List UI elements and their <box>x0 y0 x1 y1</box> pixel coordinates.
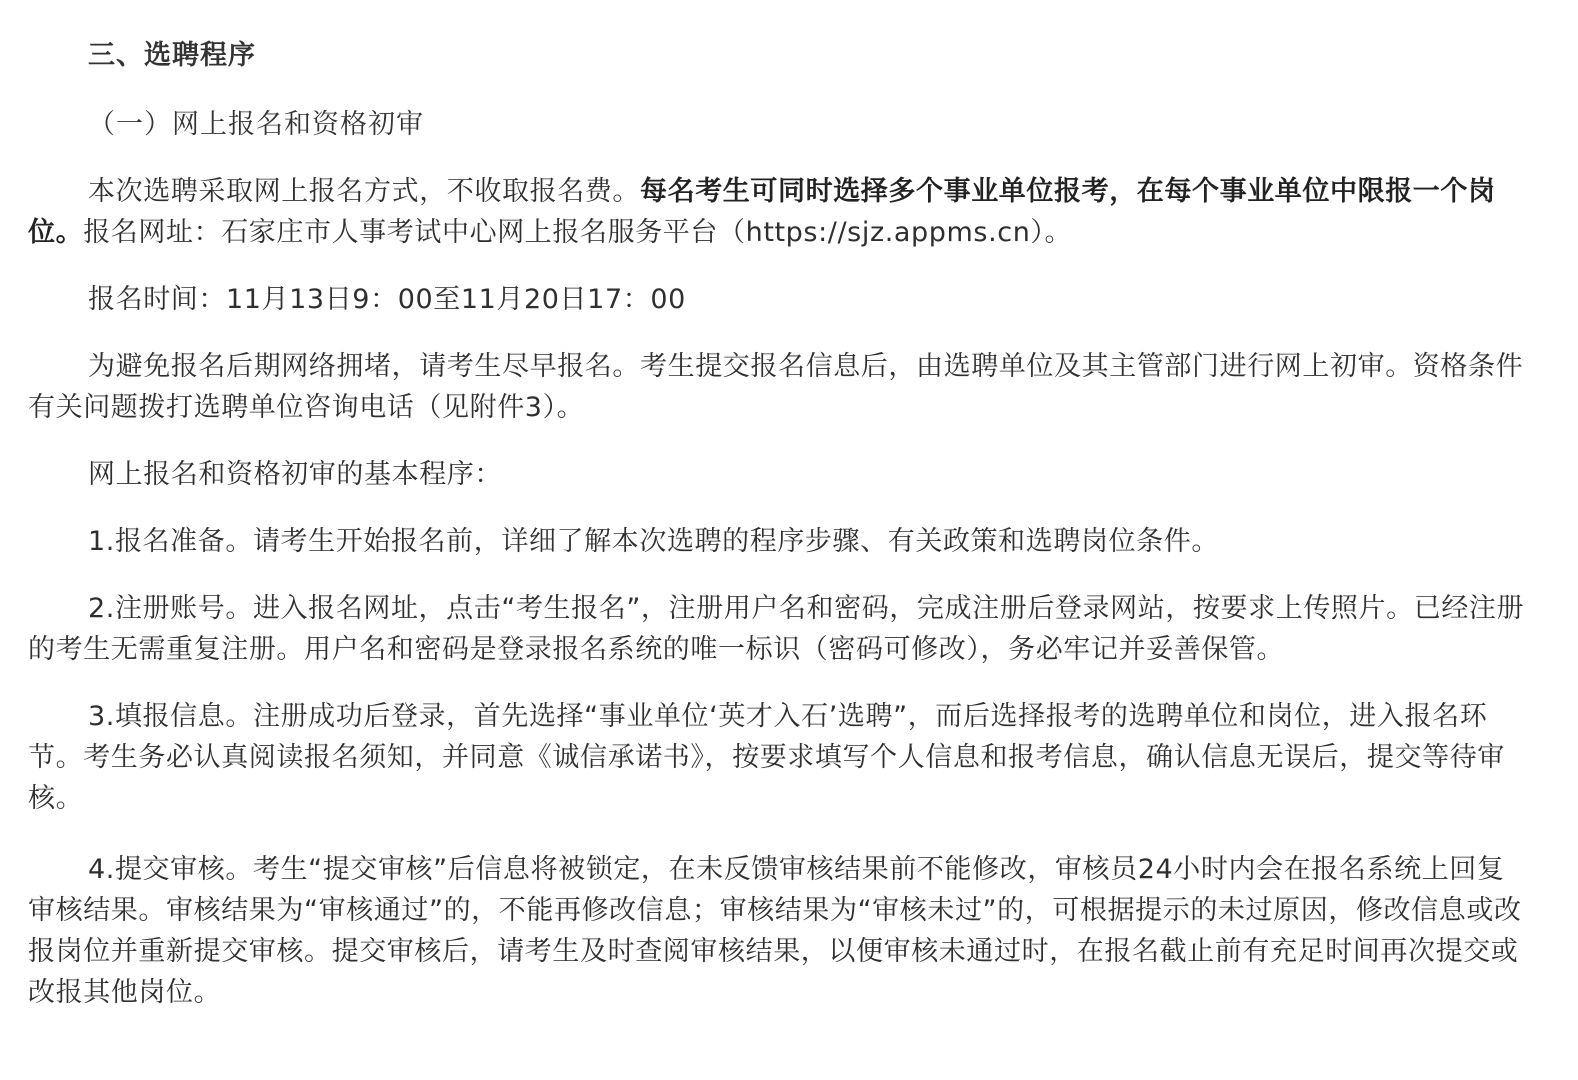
step-3-paragraph: 3.填报信息。注册成功后登录，首先选择“事业单位‘英才入石’选聘”，而后选择报考的选聘单位和岗位，进入报名环节。考生务必认真阅读报名须知，并同意《诚信承诺书》，按要求填写个人信息和报考信息，确认信息无误后，提交等待审核。 <box>28 701 1505 814</box>
subsection-title: （一）网上报名和资格初审 <box>88 109 424 140</box>
section-title: 三、选聘程序 <box>88 40 256 71</box>
early-registration-paragraph: 为避免报名后期网络拥堵，请考生尽早报名。考生提交报名信息后，由选聘单位及其主管部门进行网上初审。资格条件有关问题拨打选聘单位咨询电话（见附件3）。 <box>28 351 1524 423</box>
registration-rule-bold-text: 每名考生可同时选择多个事业单位报考，在每个事业单位中限报一个岗位。 <box>28 176 1496 248</box>
registration-method-text: 本次选聘采取网上报名方式，不收取报名费。 <box>88 176 640 207</box>
registration-method-paragraph <box>28 171 1530 253</box>
registration-website-text: 报名网址：石家庄市人事考试中心网上报名服务平台（https://sjz.appms.cn）。 <box>83 217 1073 248</box>
procedure-intro-paragraph: 网上报名和资格初审的基本程序： <box>88 459 502 490</box>
step-4-paragraph: 4.提交审核。考生“提交审核”后信息将被锁定，在未反馈审核结果前不能修改，审核员24小时内会在报名系统上回复审核结果。审核结果为“审核通过”的，不能再修改信息；审核结果为“审核未过”的，可根据提示的未过原因，修改信息或改报岗位并重新提交审核。提交审核后，请考生及时查阅审核结果，以便审核未通过时，在报名截止前有充足时间再次提交或改报其他岗位。 <box>28 854 1522 1008</box>
registration-time-paragraph: 报名时间：11月13日9：00至11月20日17：00 <box>88 284 686 315</box>
step-2-paragraph: 2.注册账号。进入报名网址，点击“考生报名”，注册用户名和密码，完成注册后登录网站，按要求上传照片。已经注册的考生无需重复注册。用户名和密码是登录报名系统的唯一标识（密码可修改），务必牢记并妥善保管。 <box>28 593 1525 665</box>
step-1-paragraph: 1.报名准备。请考生开始报名前，详细了解本次选聘的程序步骤、有关政策和选聘岗位条件。 <box>88 526 1219 557</box>
